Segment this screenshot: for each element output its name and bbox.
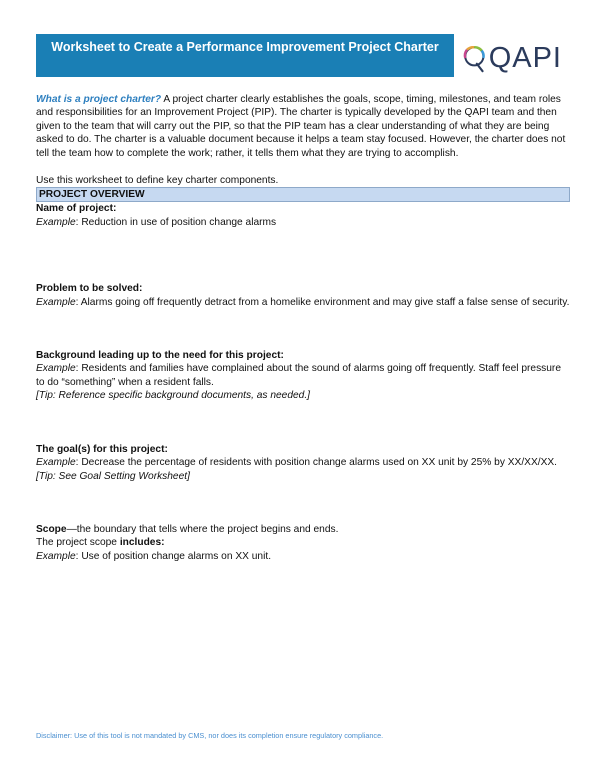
field-label: Name of project: bbox=[36, 203, 117, 215]
includes-prefix: The project scope bbox=[36, 537, 120, 549]
includes-bold: includes: bbox=[119, 537, 165, 549]
logo-wordmark: QAPI bbox=[488, 41, 562, 74]
instruction-line: Use this worksheet to define key charter components. bbox=[36, 175, 279, 187]
scope-includes-line bbox=[36, 536, 570, 549]
example-text: Alarms going off frequently detract from a homelike environment and may give staff a false sense of security. bbox=[78, 296, 570, 308]
field-label: Problem to be solved: bbox=[36, 283, 143, 295]
field-name-of-project bbox=[36, 202, 570, 229]
scope-label-rest: —the boundary that tells where the project begins and ends. bbox=[66, 523, 339, 535]
field-tip: [Tip: See Goal Setting Worksheet] bbox=[36, 470, 190, 482]
field-example: Example: Decrease the percentage of residents with position change alarms used on XX unit by 25% by XX/XX/XX. bbox=[36, 457, 558, 469]
field-example: Example: Alarms going off frequently detract from a homelike environment and may give staff a false sense of security. bbox=[36, 296, 570, 308]
field-label bbox=[36, 523, 570, 536]
field-label: Background leading up to the need for this project: bbox=[36, 350, 284, 362]
field-problem bbox=[36, 282, 570, 309]
title-banner bbox=[36, 34, 454, 77]
field-example: Example: Residents and families have complained about the sound of alarms going off frequently. Staff feel pressure to do “something” when a resident falls. bbox=[36, 363, 561, 388]
field-goals bbox=[36, 443, 570, 483]
qapi-logo-mark-icon bbox=[462, 38, 487, 78]
example-text: Residents and families have complained about the sound of alarms going off frequently. Staff feel pressure to do “something” when a resident falls. bbox=[36, 363, 561, 388]
example-prefix: Example bbox=[36, 457, 76, 469]
section-header-project-overview bbox=[36, 187, 570, 202]
section-title: PROJECT OVERVIEW bbox=[39, 189, 145, 201]
example-prefix: Example bbox=[36, 216, 76, 228]
example-prefix: Example bbox=[36, 550, 76, 562]
example-text: Use of position change alarms on XX unit. bbox=[78, 550, 272, 562]
intro-paragraph bbox=[36, 93, 570, 160]
field-label: The goal(s) for this project: bbox=[36, 443, 168, 455]
worksheet-body bbox=[36, 93, 570, 563]
field-example: Example: Use of position change alarms on XX unit. bbox=[36, 550, 272, 562]
example-text: Reduction in use of position change alarms bbox=[78, 216, 277, 228]
intro-question: What is a project charter? bbox=[36, 94, 162, 105]
scope-label-bold: Scope bbox=[36, 523, 67, 535]
example-prefix: Example bbox=[36, 296, 76, 308]
disclaimer: Disclaimer: Use of this tool is not mandated by CMS, nor does its completion ensure regulatory compliance. bbox=[36, 731, 384, 740]
qapi-logo bbox=[462, 36, 562, 80]
example-text: Decrease the percentage of residents with position change alarms used on XX unit by 25% by XX/XX/XX. bbox=[78, 457, 558, 469]
field-background bbox=[36, 349, 570, 403]
field-example: Example: Reduction in use of position change alarms bbox=[36, 216, 277, 228]
field-tip: [Tip: Reference specific background documents, as needed.] bbox=[36, 390, 310, 402]
page-title: Worksheet to Create a Performance Improvement Project Charter bbox=[51, 40, 439, 54]
field-scope bbox=[36, 523, 570, 563]
intro-text: A project charter clearly establishes the goals, scope, timing, milestones, and team roles and responsibilities for an Improvement Project (PIP). The charter is typically developed by the QAPI team and then given to the team that will carry out the PIP, so that the PIP team has a clear understanding of what they are being asked to do. The charter is a valuable document because it helps a team stay focused. However, the charter does not tell the team how to complete the work; rather, it tells them what they are trying to accomplish. bbox=[36, 94, 566, 159]
example-prefix: Example bbox=[36, 363, 76, 375]
